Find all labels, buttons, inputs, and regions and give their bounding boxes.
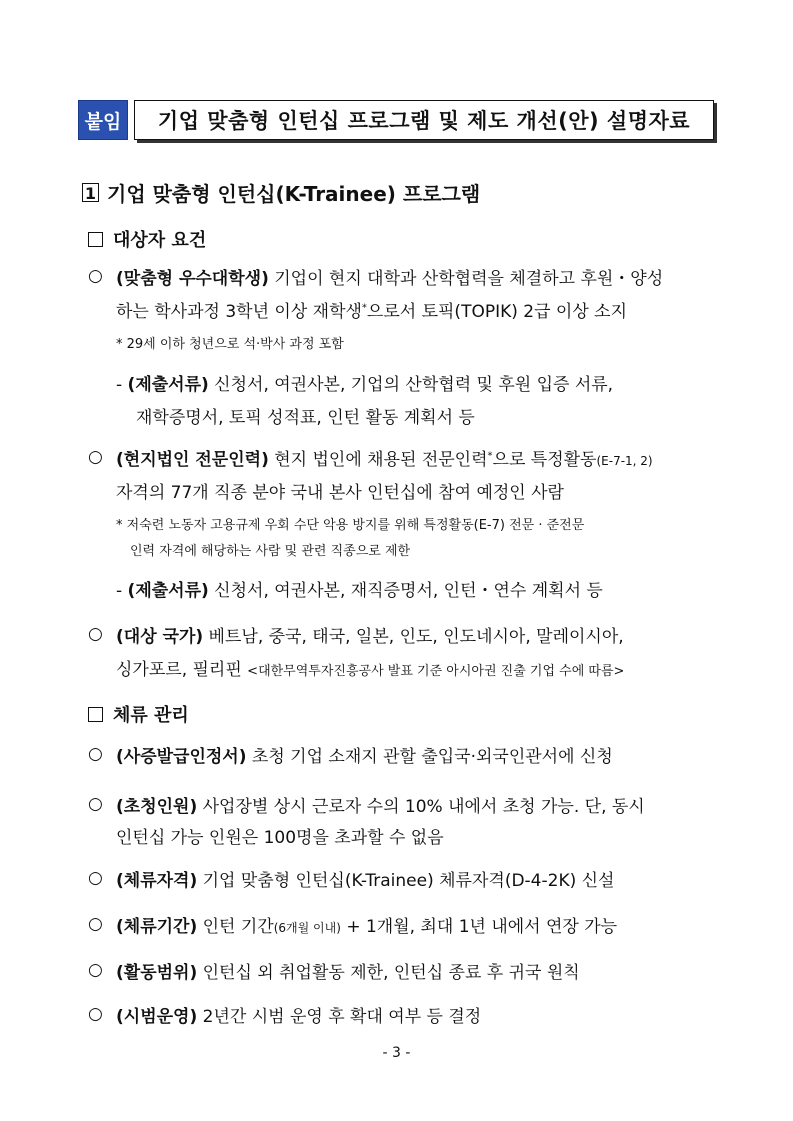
- circle-bullet-icon: ○: [88, 624, 103, 644]
- stay-item-headcount-line1: (초청인원) 사업장별 상시 근로자 수의 10% 내에서 초청 가능. 단, 동시: [116, 797, 645, 817]
- circle-bullet-icon: ○: [88, 960, 103, 980]
- item-countries-line1: (대상 국가) 베트남, 중국, 태국, 일본, 인도, 인도네시아, 말레이시아,: [116, 627, 624, 647]
- stay-item-visa: (사증발급인정서) 초청 기업 소재지 관할 출입국·외국인관서에 신청: [116, 747, 613, 767]
- stay-item-status: (체류자격) 기업 맞춤형 인턴십(K-Trainee) 체류자격(D-4-2K) 신설: [116, 871, 615, 891]
- circle-bullet-icon: ○: [88, 744, 103, 764]
- subheading-stay: 체류 관리: [88, 701, 189, 727]
- circle-bullet-icon: ○: [88, 794, 103, 814]
- page-number: - 3 -: [382, 1045, 411, 1061]
- footnote-continued: 인력 자격에 해당하는 사람 및 관련 직종으로 제한: [130, 544, 411, 559]
- item-university-line1: (맞춤형 우수대학생) 기업이 현지 대학과 산학협력을 체결하고 후원・양성: [116, 269, 664, 289]
- circle-bullet-icon: ○: [88, 868, 103, 888]
- checkbox-square-icon: [88, 232, 103, 247]
- circle-bullet-icon: ○: [88, 914, 103, 934]
- circle-bullet-icon: ○: [88, 266, 103, 286]
- circle-bullet-icon: ○: [88, 447, 103, 467]
- stay-item-period: (체류기간) 인턴 기간(6개월 이내) + 1개월, 최대 1년 내에서 연장 가능: [116, 917, 618, 937]
- item-university-documents-line1: - (제출서류) 신청서, 여권사본, 기업의 산학협력 및 후원 입증 서류,: [116, 375, 614, 395]
- footnote: * 저숙련 노동자 고용규제 우회 수단 악용 방지를 위해 특정활동(E-7) 전문 · 준전문: [116, 518, 585, 533]
- subheading-eligibility: 대상자 요건: [88, 226, 206, 252]
- stay-item-pilot: (시범운영) 2년간 시범 운영 후 확대 여부 등 결정: [116, 1007, 482, 1027]
- item-university-line2: 하는 학사과정 3학년 이상 재학생*으로서 토픽(TOPIK) 2급 이상 소지: [116, 302, 628, 322]
- footnote: * 29세 이하 청년으로 석·박사 과정 포함: [116, 337, 344, 352]
- item-professional-line2: 자격의 77개 직종 분야 국내 본사 인턴십에 참여 예정인 사람: [116, 483, 564, 503]
- circle-bullet-icon: ○: [88, 1004, 103, 1024]
- document-title: 기업 맞춤형 인턴십 프로그램 및 제도 개선(안) 설명자료: [134, 100, 714, 140]
- checkbox-square-icon: [88, 707, 103, 722]
- section-title: 기업 맞춤형 인턴십(K-Trainee) 프로그램: [107, 182, 481, 206]
- item-professional-documents: - (제출서류) 신청서, 여권사본, 재직증명서, 인턴・연수 계획서 등: [116, 581, 603, 601]
- attachment-tag: 붙임: [78, 100, 128, 140]
- stay-item-scope: (활동범위) 인턴십 외 취업활동 제한, 인턴십 종료 후 귀국 원칙: [116, 963, 580, 983]
- section-heading: [82, 178, 480, 207]
- stay-item-headcount-line2: 인턴십 가능 인원은 100명을 초과할 수 없음: [116, 828, 444, 848]
- item-countries-line2: 싱가포르, 필리핀 <대한무역투자진흥공사 발표 기준 아시아권 진출 기업 수에 따름>: [116, 660, 625, 680]
- item-university-documents-line2: 재학증명서, 토픽 성적표, 인턴 활동 계획서 등: [136, 408, 475, 428]
- section-number: 1: [82, 183, 99, 202]
- item-professional-line1: (현지법인 전문인력) 현지 법인에 채용된 전문인력*으로 특정활동(E-7-1, 2): [116, 450, 653, 470]
